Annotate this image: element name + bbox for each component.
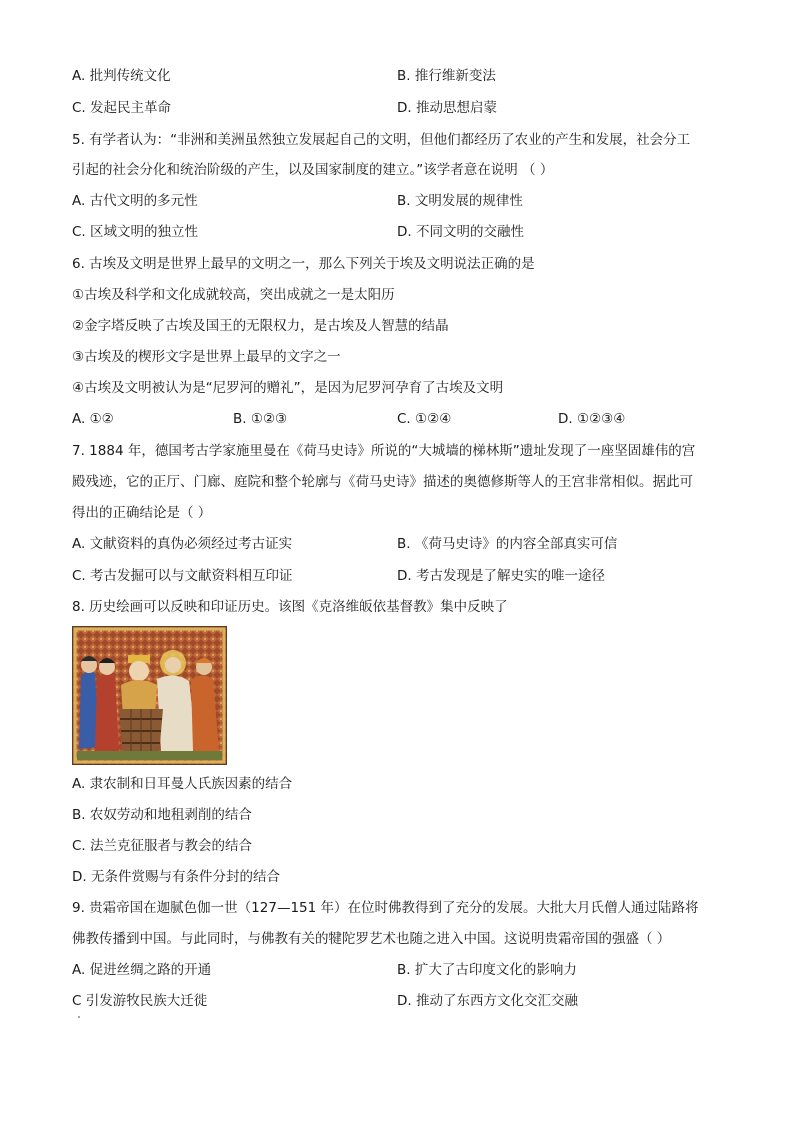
q7-stem-line-1: 7. 1884 年，德国考古学家施里曼在《荷马史诗》所说的“大城墙的梯林斯”遗址发现了一座坚固雄伟的宫 — [72, 443, 696, 459]
q4-option-a[interactable]: A. 批判传统文化 — [72, 68, 171, 84]
painting-illustration — [73, 627, 226, 764]
q6-option-a[interactable]: A. ①② — [72, 411, 114, 427]
q4-option-c[interactable]: C. 发起民主革命 — [72, 100, 172, 116]
q9-option-a[interactable]: A. 促进丝绸之路的开通 — [72, 962, 212, 978]
q7-option-d[interactable]: D. 考古发现是了解史实的唯一途径 — [397, 568, 605, 584]
q8-option-b[interactable]: B. 农奴劳动和地租剥削的结合 — [72, 807, 252, 823]
q9-stem-line-1: 9. 贵霜帝国在迦腻色伽一世（127—151 年）在位时佛教得到了充分的发展。大批大月氏僧人通过陆路将 — [72, 900, 699, 916]
q6-option-b[interactable]: B. ①②③ — [233, 411, 288, 427]
q7-option-c[interactable]: C. 考古发掘可以与文献资料相互印证 — [72, 568, 293, 584]
q7-stem-line-2: 殿残迹，它的正厅、门廊、庭院和整个轮廓与《荷马史诗》描述的奥德修斯等人的王宫非常相似。据此可 — [72, 474, 693, 490]
q9-stem-line-2: 佛教传播到中国。与此同时，与佛教有关的犍陀罗艺术也随之进入中国。这说明贵霜帝国的强盛（ ） — [72, 931, 671, 947]
q6-item-4: ④古埃及文明被认为是“尼罗河的赠礼”，是因为尼罗河孕育了古埃及文明 — [72, 380, 504, 396]
q6-option-c[interactable]: C. ①②④ — [397, 411, 452, 427]
q6-item-2: ②金字塔反映了古埃及国王的无限权力，是古埃及人智慧的结晶 — [72, 318, 449, 334]
q8-option-a[interactable]: A. 隶农制和日耳曼人氏族因素的结合 — [72, 776, 293, 792]
q5-stem-line-1: 5. 有学者认为：“非洲和美洲虽然独立发展起自己的文明，但他们都经历了农业的产生和发展，社会分工 — [72, 132, 691, 148]
q4-option-b[interactable]: B. 推行维新变法 — [397, 68, 496, 84]
stray-mark — [78, 1016, 80, 1018]
q7-option-b[interactable]: B. 《荷马史诗》的内容全部真实可信 — [397, 536, 618, 552]
q9-option-d[interactable]: D. 推动了东西方文化交汇交融 — [397, 993, 578, 1009]
q5-stem-line-2: 引起的社会分化和统治阶级的产生，以及国家制度的建立。”该学者意在说明 （ ） — [72, 162, 554, 178]
clovis-baptism-painting — [72, 626, 227, 765]
q8-stem: 8. 历史绘画可以反映和印证历史。该图《克洛维皈依基督教》集中反映了 — [72, 599, 508, 615]
q4-option-d[interactable]: D. 推动思想启蒙 — [397, 100, 497, 116]
q6-stem: 6. 古埃及文明是世界上最早的文明之一，那么下列关于埃及文明说法正确的是 — [72, 256, 535, 272]
q9-option-b[interactable]: B. 扩大了古印度文化的影响力 — [397, 962, 577, 978]
q5-option-b[interactable]: B. 文明发展的规律性 — [397, 193, 523, 209]
q8-option-d[interactable]: D. 无条件赏赐与有条件分封的结合 — [72, 869, 280, 885]
q5-option-d[interactable]: D. 不同文明的交融性 — [397, 224, 524, 240]
q5-option-a[interactable]: A. 古代文明的多元性 — [72, 193, 198, 209]
q8-option-c[interactable]: C. 法兰克征服者与教会的结合 — [72, 838, 253, 854]
q6-option-d[interactable]: D. ①②③④ — [558, 411, 626, 427]
q6-item-3: ③古埃及的楔形文字是世界上最早的文字之一 — [72, 349, 341, 365]
q5-option-c[interactable]: C. 区域文明的独立性 — [72, 224, 199, 240]
q6-item-1: ①古埃及科学和文化成就较高，突出成就之一是太阳历 — [72, 287, 395, 303]
q7-option-a[interactable]: A. 文献资料的真伪必须经过考古证实 — [72, 536, 293, 552]
q9-option-c[interactable]: C 引发游牧民族大迁徙 — [72, 993, 208, 1009]
q7-stem-line-3: 得出的正确结论是（ ） — [72, 505, 212, 521]
